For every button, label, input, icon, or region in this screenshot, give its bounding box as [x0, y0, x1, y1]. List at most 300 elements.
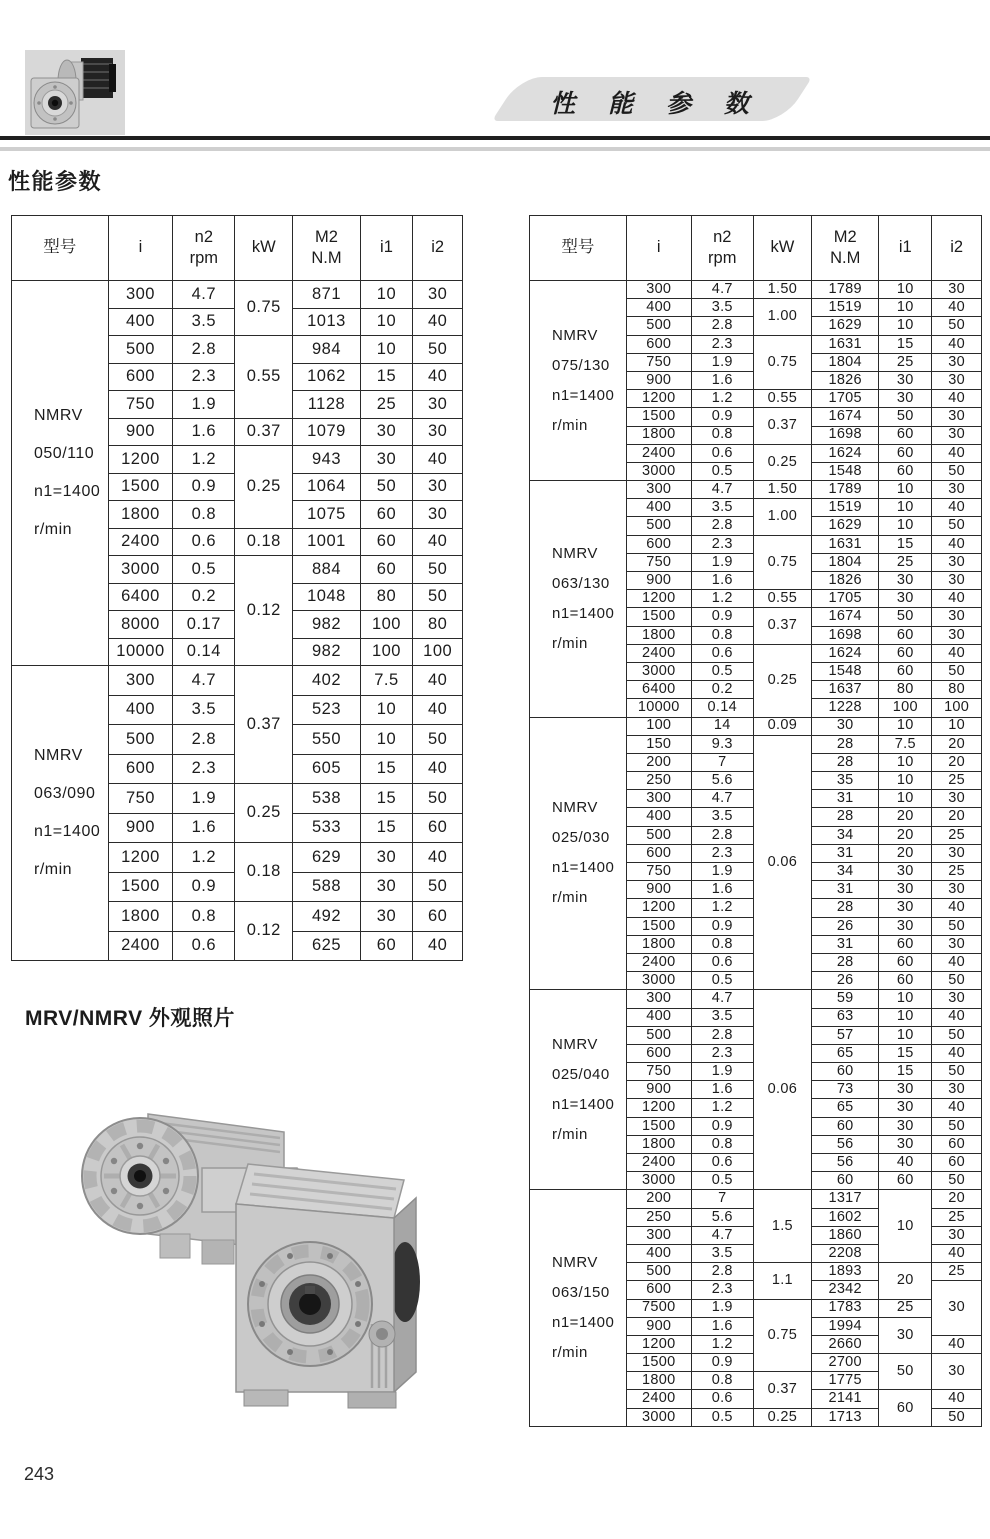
- cell-i1: 60: [360, 556, 413, 584]
- cell-i2: 100: [413, 638, 463, 666]
- cell-m2: 523: [293, 695, 360, 725]
- cell-m2: 1062: [293, 363, 360, 391]
- cell-i1: 10: [360, 281, 413, 309]
- cell-i2: 30: [932, 553, 982, 571]
- page-number: 243: [24, 1464, 55, 1484]
- cell-m2: 2700: [812, 1354, 879, 1372]
- cell-n2: 1.9: [691, 863, 753, 881]
- cell-n2: 1.2: [173, 446, 235, 474]
- cell-i1: 60: [879, 426, 932, 444]
- cell-n2: 1.6: [173, 418, 235, 446]
- cell-n2: 0.6: [691, 444, 753, 462]
- cell-i: 1500: [108, 872, 173, 902]
- cell-i2: 30: [932, 990, 982, 1008]
- cell-n2: 1.9: [173, 391, 235, 419]
- column-header: i1: [360, 216, 413, 281]
- cell-i1: 10: [879, 317, 932, 335]
- cell-i2: 30: [932, 935, 982, 953]
- cell-n2: 0.8: [691, 1135, 753, 1153]
- cell-i: 750: [108, 391, 173, 419]
- cell-i: 400: [626, 299, 691, 317]
- cell-n2: 0.6: [173, 931, 235, 961]
- cell-m2: 1602: [812, 1208, 879, 1226]
- cell-m2: 1826: [812, 572, 879, 590]
- cell-m2: 1860: [812, 1226, 879, 1244]
- cell-n2: 2.8: [691, 517, 753, 535]
- cell-n2: 3.5: [691, 299, 753, 317]
- cell-n2: 0.5: [691, 662, 753, 680]
- model-line: n1=1400: [34, 483, 101, 500]
- cell-i: 750: [108, 784, 173, 814]
- cell-i: 600: [626, 1281, 691, 1299]
- gearmotor-logo-image: [25, 50, 125, 135]
- cell-i2: 50: [932, 662, 982, 680]
- cell-i2: 40: [932, 335, 982, 353]
- cell-n2: 2.3: [691, 335, 753, 353]
- cell-m2: 1624: [812, 644, 879, 662]
- cell-i1: 10: [879, 481, 932, 499]
- cell-i: 600: [626, 844, 691, 862]
- cell-m2: 60: [812, 1172, 879, 1190]
- cell-i2: 40: [932, 644, 982, 662]
- cell-i2: 40: [932, 390, 982, 408]
- cell-m2: 1128: [293, 391, 360, 419]
- cell-n2: 5.6: [691, 1208, 753, 1226]
- cell-i1: 100: [879, 699, 932, 717]
- gearbox-unit-right: [236, 1164, 420, 1408]
- cell-n2: 9.3: [691, 735, 753, 753]
- cell-m2: 1826: [812, 371, 879, 389]
- cell-i2: 40: [932, 953, 982, 971]
- cell-i2: 40: [932, 444, 982, 462]
- model-cell: [530, 481, 627, 717]
- cell-n2: 1.2: [691, 590, 753, 608]
- cell-m2: 1631: [812, 335, 879, 353]
- cell-m2: 31: [812, 935, 879, 953]
- photo-section-title: MRV/NMRV 外观照片: [25, 1007, 235, 1030]
- model-line: 025/040: [552, 1065, 610, 1083]
- cell-i2: 30: [413, 391, 463, 419]
- cell-i: 1200: [626, 1099, 691, 1117]
- cell-i2: 50: [932, 1026, 982, 1044]
- performance-table: [11, 215, 463, 961]
- cell-i: 250: [626, 1208, 691, 1226]
- model-cell: [530, 281, 627, 481]
- cell-kw: 0.12: [235, 556, 293, 666]
- model-cell: [12, 281, 109, 666]
- column-header: n2 rpm: [691, 216, 753, 281]
- cell-n2: 1.2: [173, 843, 235, 873]
- cell-i2: 50: [932, 1063, 982, 1081]
- cell-m2: 1705: [812, 590, 879, 608]
- cell-i2: 40: [932, 1099, 982, 1117]
- cell-m2: 982: [293, 638, 360, 666]
- cell-i1: 10: [879, 990, 932, 1008]
- cell-i: 2400: [626, 1154, 691, 1172]
- cell-i1: 15: [360, 784, 413, 814]
- cell-i: 900: [626, 572, 691, 590]
- cell-n2: 0.5: [691, 1172, 753, 1190]
- flange-left: [82, 1118, 198, 1234]
- model-line: NMRV: [34, 407, 83, 424]
- cell-i: 300: [626, 790, 691, 808]
- model-line: n1=1400: [552, 859, 615, 877]
- cell-i2: 40: [932, 1044, 982, 1062]
- cell-i2: 25: [932, 1263, 982, 1281]
- cell-i2: 40: [932, 1008, 982, 1026]
- cell-n2: 1.6: [691, 1081, 753, 1099]
- cell-m2: 538: [293, 784, 360, 814]
- cell-i: 750: [626, 553, 691, 571]
- model-line: n1=1400: [552, 1095, 615, 1113]
- cell-i2: 20: [932, 808, 982, 826]
- cell-n2: 1.6: [691, 881, 753, 899]
- cell-i1: 50: [879, 608, 932, 626]
- cell-i1: 30: [879, 1081, 932, 1099]
- cell-i: 1500: [626, 917, 691, 935]
- cell-n2: 2.8: [173, 725, 235, 755]
- cell-i1: 20: [879, 826, 932, 844]
- cell-m2: 1789: [812, 281, 879, 299]
- cell-n2: 0.6: [691, 1390, 753, 1408]
- cell-n2: 0.17: [173, 611, 235, 639]
- model-line: NMRV: [552, 1035, 598, 1053]
- cell-kw: 1.1: [753, 1263, 811, 1299]
- cell-i2: 20: [932, 735, 982, 753]
- cell-i: 1200: [108, 843, 173, 873]
- cell-i: 10000: [626, 699, 691, 717]
- model-line: r/min: [34, 521, 73, 538]
- model-line: NMRV: [552, 326, 598, 344]
- cell-i1: 10: [879, 790, 932, 808]
- cell-i2: 60: [413, 902, 463, 932]
- cell-i1: 10: [879, 299, 932, 317]
- cell-i2: 30: [932, 426, 982, 444]
- model-line: NMRV: [552, 799, 598, 817]
- performance-table: [529, 215, 982, 1427]
- cell-i: 750: [626, 353, 691, 371]
- cell-i2: 40: [413, 695, 463, 725]
- cell-i: 400: [626, 499, 691, 517]
- cell-i: 900: [626, 1081, 691, 1099]
- cell-n2: 0.9: [173, 872, 235, 902]
- model-line: 063/150: [552, 1284, 610, 1302]
- cell-n2: 2.8: [691, 1263, 753, 1281]
- model-line: r/min: [552, 1125, 588, 1143]
- cell-m2: 34: [812, 826, 879, 844]
- cell-kw: 0.37: [753, 1372, 811, 1408]
- cell-i: 300: [108, 281, 173, 309]
- cell-n2: 3.5: [691, 499, 753, 517]
- cell-m2: 31: [812, 844, 879, 862]
- model-line: n1=1400: [34, 823, 101, 840]
- cell-i2: 30: [932, 1226, 982, 1244]
- cell-n2: 1.9: [691, 353, 753, 371]
- cell-n2: 4.7: [691, 1226, 753, 1244]
- cell-i2: 100: [932, 699, 982, 717]
- cell-i1: 15: [879, 535, 932, 553]
- cell-n2: 3.5: [691, 1244, 753, 1262]
- cell-m2: 56: [812, 1135, 879, 1153]
- cell-kw: 0.75: [753, 1299, 811, 1372]
- cell-i2: 80: [413, 611, 463, 639]
- cell-i1: 20: [879, 808, 932, 826]
- cell-i: 1800: [108, 902, 173, 932]
- cell-n2: 7: [691, 1190, 753, 1208]
- cell-n2: 7: [691, 753, 753, 771]
- column-header: M2 N.M: [293, 216, 360, 281]
- cell-m2: 625: [293, 931, 360, 961]
- cell-i: 1200: [626, 899, 691, 917]
- cell-i1: 10: [879, 753, 932, 771]
- cell-i: 300: [626, 990, 691, 1008]
- cell-n2: 2.3: [691, 535, 753, 553]
- cell-i: 2400: [108, 931, 173, 961]
- cell-i: 400: [626, 1008, 691, 1026]
- cell-i2: 40: [932, 899, 982, 917]
- cell-m2: 629: [293, 843, 360, 873]
- cell-n2: 0.6: [691, 953, 753, 971]
- cell-i: 3000: [108, 556, 173, 584]
- cell-n2: 3.5: [173, 308, 235, 336]
- cell-i2: 80: [932, 681, 982, 699]
- cell-m2: 31: [812, 881, 879, 899]
- model-line: 075/130: [552, 356, 610, 374]
- cell-n2: 3.5: [173, 695, 235, 725]
- cell-m2: 1674: [812, 608, 879, 626]
- cell-i1: 60: [879, 972, 932, 990]
- cell-i1: 60: [879, 626, 932, 644]
- column-header: i2: [413, 216, 463, 281]
- cell-i: 500: [626, 317, 691, 335]
- cell-m2: 1893: [812, 1263, 879, 1281]
- cell-kw: 1.00: [753, 499, 811, 535]
- cell-m2: 31: [812, 790, 879, 808]
- cell-i: 1500: [108, 473, 173, 501]
- cell-i2: 40: [932, 1335, 982, 1353]
- cell-i1: 15: [879, 1063, 932, 1081]
- cell-n2: 2.8: [691, 317, 753, 335]
- cell-m2: 1079: [293, 418, 360, 446]
- cell-i2: 25: [932, 772, 982, 790]
- cell-m2: 550: [293, 725, 360, 755]
- model-line: NMRV: [34, 747, 83, 764]
- cell-i: 10000: [108, 638, 173, 666]
- cell-i1: 15: [360, 813, 413, 843]
- cell-n2: 0.9: [691, 1354, 753, 1372]
- model-line: r/min: [552, 634, 588, 652]
- cell-i1: 30: [879, 1135, 932, 1153]
- cell-i: 400: [626, 1244, 691, 1262]
- cell-kw: 0.18: [235, 528, 293, 556]
- cell-n2: 0.8: [173, 501, 235, 529]
- cell-i1: 60: [879, 444, 932, 462]
- cell-i1: 10: [879, 717, 932, 735]
- model-line: n1=1400: [552, 1314, 615, 1332]
- cell-i1: 30: [879, 917, 932, 935]
- cell-i1: 30: [879, 371, 932, 389]
- cell-i: 400: [626, 808, 691, 826]
- cell-n2: 5.6: [691, 772, 753, 790]
- cell-i1: 10: [879, 1190, 932, 1263]
- cell-i1: 10: [879, 772, 932, 790]
- cell-i2: 60: [413, 813, 463, 843]
- cell-kw: 0.25: [235, 784, 293, 843]
- cell-n2: 0.5: [173, 556, 235, 584]
- cell-i1: 10: [360, 725, 413, 755]
- cell-i1: 60: [360, 501, 413, 529]
- cell-i2: 50: [932, 517, 982, 535]
- cell-i: 1800: [626, 426, 691, 444]
- cell-m2: 1629: [812, 317, 879, 335]
- cell-i1: 30: [360, 446, 413, 474]
- cell-m2: 1519: [812, 499, 879, 517]
- cell-i2: 50: [932, 1117, 982, 1135]
- cell-i2: 50: [932, 1172, 982, 1190]
- cell-i: 750: [626, 1063, 691, 1081]
- cell-m2: 402: [293, 666, 360, 696]
- cell-i2: 30: [413, 418, 463, 446]
- cell-i1: 60: [879, 462, 932, 480]
- cell-kw: 1.50: [753, 281, 811, 299]
- cell-m2: 1698: [812, 426, 879, 444]
- model-line: 050/110: [34, 445, 95, 462]
- cell-i: 1800: [626, 626, 691, 644]
- cell-i: 6400: [626, 681, 691, 699]
- cell-i2: 40: [413, 666, 463, 696]
- column-header: i2: [932, 216, 982, 281]
- cell-i: 600: [626, 1044, 691, 1062]
- cell-kw: 0.55: [753, 390, 811, 408]
- cell-i2: 30: [932, 1281, 982, 1336]
- cell-i1: 30: [879, 863, 932, 881]
- model-cell: [530, 990, 627, 1190]
- cell-i: 1800: [626, 1372, 691, 1390]
- cell-m2: 1624: [812, 444, 879, 462]
- cell-n2: 4.7: [691, 281, 753, 299]
- cell-kw: 0.25: [235, 446, 293, 529]
- cell-i1: 30: [879, 572, 932, 590]
- cell-i2: 50: [413, 725, 463, 755]
- cell-i2: 30: [932, 790, 982, 808]
- column-header: kW: [753, 216, 811, 281]
- cell-n2: 1.2: [691, 1099, 753, 1117]
- column-header: i1: [879, 216, 932, 281]
- cell-i: 300: [626, 1226, 691, 1244]
- cell-i: 3000: [626, 462, 691, 480]
- cell-i: 1500: [626, 608, 691, 626]
- cell-m2: 34: [812, 863, 879, 881]
- cell-i1: 40: [879, 1154, 932, 1172]
- cell-i2: 40: [932, 535, 982, 553]
- cell-m2: 1013: [293, 308, 360, 336]
- cell-kw: 0.55: [235, 336, 293, 419]
- cell-kw: 0.37: [235, 418, 293, 446]
- cell-n2: 0.14: [173, 638, 235, 666]
- cell-m2: 60: [812, 1117, 879, 1135]
- cell-n2: 2.3: [691, 1044, 753, 1062]
- cell-i: 900: [626, 371, 691, 389]
- cell-m2: 1698: [812, 626, 879, 644]
- cell-n2: 0.8: [691, 1372, 753, 1390]
- cell-kw: 0.06: [753, 990, 811, 1190]
- cell-n2: 2.8: [691, 1026, 753, 1044]
- model-line: n1=1400: [552, 604, 615, 622]
- cell-i: 1500: [626, 1354, 691, 1372]
- cell-n2: 1.2: [691, 1335, 753, 1353]
- cell-i1: 30: [879, 590, 932, 608]
- cell-n2: 0.9: [173, 473, 235, 501]
- cell-m2: 2660: [812, 1335, 879, 1353]
- cell-i1: 30: [879, 1099, 932, 1117]
- cell-i2: 50: [413, 336, 463, 364]
- cell-m2: 73: [812, 1081, 879, 1099]
- cell-i1: 10: [879, 1008, 932, 1026]
- cell-n2: 4.7: [173, 281, 235, 309]
- cell-i: 400: [108, 695, 173, 725]
- cell-i2: 50: [932, 462, 982, 480]
- cell-i: 500: [108, 725, 173, 755]
- cell-n2: 0.2: [691, 681, 753, 699]
- cell-n2: 1.9: [173, 784, 235, 814]
- cell-m2: 1064: [293, 473, 360, 501]
- cell-n2: 0.5: [691, 972, 753, 990]
- cell-i2: 20: [932, 753, 982, 771]
- cell-i2: 25: [932, 1208, 982, 1226]
- cell-kw: 0.55: [753, 590, 811, 608]
- cell-m2: 533: [293, 813, 360, 843]
- cell-i1: 10: [360, 336, 413, 364]
- cell-i2: 40: [413, 931, 463, 961]
- cell-i2: 60: [932, 1154, 982, 1172]
- cell-kw: 0.25: [753, 444, 811, 480]
- cell-m2: 1637: [812, 681, 879, 699]
- cell-i1: 30: [879, 1117, 932, 1135]
- cell-i1: 15: [879, 1044, 932, 1062]
- cell-i1: 30: [360, 418, 413, 446]
- cell-kw: 0.12: [235, 902, 293, 961]
- cell-n2: 2.3: [691, 1281, 753, 1299]
- model-line: r/min: [34, 861, 73, 878]
- cell-i1: 10: [879, 1026, 932, 1044]
- cell-i: 2400: [626, 1390, 691, 1408]
- cell-n2: 0.9: [691, 408, 753, 426]
- cell-i1: 30: [360, 872, 413, 902]
- cell-m2: 1631: [812, 535, 879, 553]
- cell-m2: 1775: [812, 1372, 879, 1390]
- cell-m2: 60: [812, 1063, 879, 1081]
- cell-i1: 50: [360, 473, 413, 501]
- cell-kw: 0.37: [753, 408, 811, 444]
- cell-i1: 25: [879, 553, 932, 571]
- cell-kw: 0.75: [235, 281, 293, 336]
- cell-i2: 30: [413, 281, 463, 309]
- cell-n2: 0.6: [173, 528, 235, 556]
- cell-m2: 28: [812, 735, 879, 753]
- cell-m2: 59: [812, 990, 879, 1008]
- cell-i: 500: [626, 517, 691, 535]
- column-header: kW: [235, 216, 293, 281]
- cell-i1: 15: [879, 335, 932, 353]
- cell-i1: 60: [879, 1172, 932, 1190]
- cell-i: 900: [626, 1317, 691, 1335]
- cell-m2: 984: [293, 336, 360, 364]
- cell-i1: 30: [879, 899, 932, 917]
- cell-kw: 0.25: [753, 644, 811, 717]
- cell-m2: 1629: [812, 517, 879, 535]
- model-line: NMRV: [552, 1254, 598, 1272]
- column-header: n2 rpm: [173, 216, 235, 281]
